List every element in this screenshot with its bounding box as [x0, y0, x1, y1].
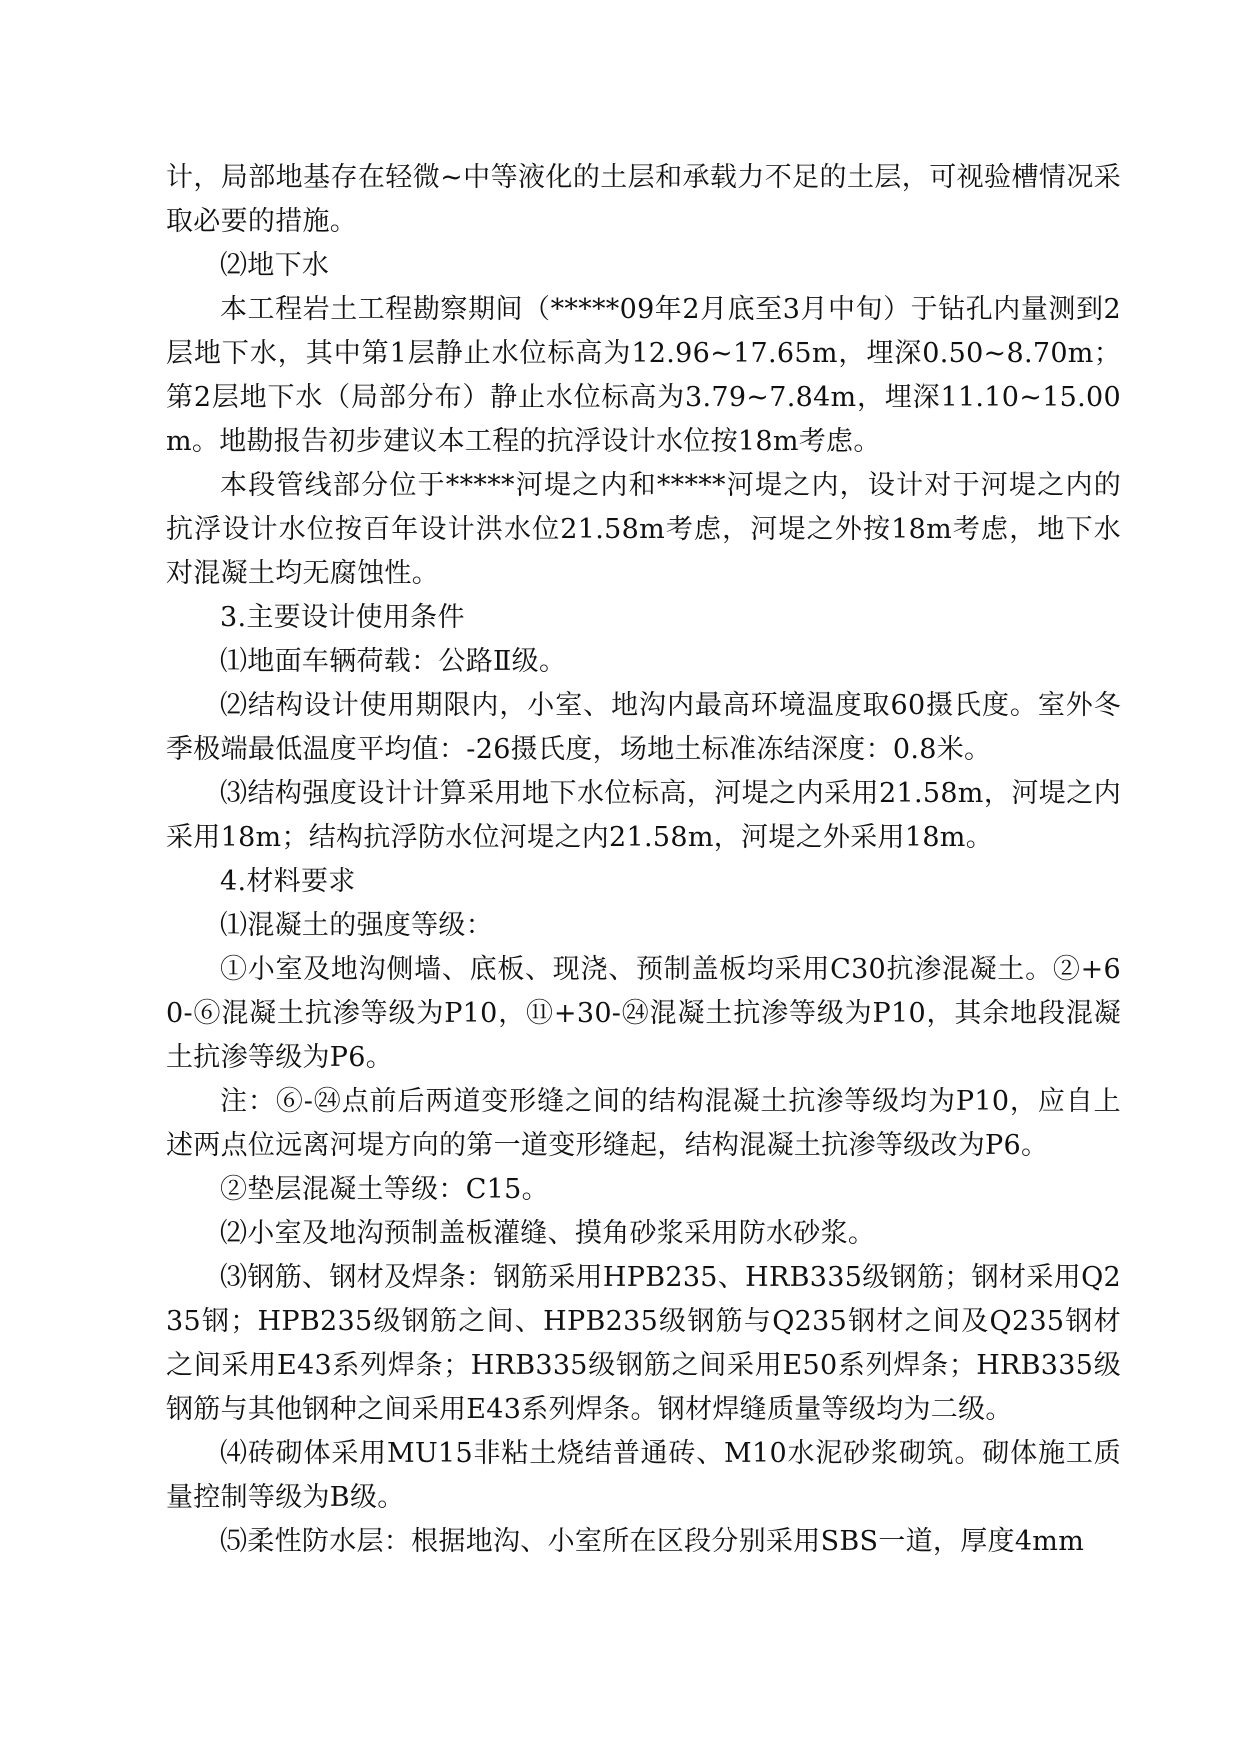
paragraph-mortar: ⑵小室及地沟预制盖板灌缝、摸角砂浆采用防水砂浆。	[220, 1218, 876, 1249]
paragraph-note: 注：⑥-㉔点前后两道变形缝之间的结构混凝土抗渗等级均为P10，应自上述两点位远离河堤方向的第一道变形缝起，结构混凝土抗渗等级改为P6。	[166, 1086, 1121, 1161]
paragraph-waterproof-layer: ⑸柔性防水层：根据地沟、小室所在区段分别采用SBS一道，厚度4mm	[220, 1526, 1085, 1557]
paragraph-steel: ⑶钢筋、钢材及焊条：钢筋采用HPB235、HRB335级钢筋；钢材采用Q235钢；HPB235级钢筋之间、HPB235级钢筋与Q235钢材之间及Q235钢材之间采用E43系列焊条；HRB335级钢筋之间采用E50系列焊条；HRB335级钢筋与其他钢种之间采用E43系列焊条。钢材焊缝质量等级均为二级。	[166, 1262, 1121, 1425]
document-body	[166, 156, 1121, 1564]
heading-groundwater: ⑵地下水	[220, 250, 330, 281]
paragraph-cushion-concrete: ②垫层混凝土等级：C15。	[220, 1174, 549, 1205]
paragraph-temperature: ⑵结构设计使用期限内，小室、地沟内最高环境温度取60摄氏度。室外冬季极端最低温度平均值：-26摄氏度，场地土标准冻结深度：0.8米。	[166, 690, 1121, 765]
paragraph-levee-water-level: 本段管线部分位于*****河堤之内和*****河堤之内，设计对于河堤之内的抗浮设计水位按百年设计洪水位21.58m考虑，河堤之外按18m考虑，地下水对混凝土均无腐蚀性。	[166, 470, 1121, 589]
paragraph-groundwater-survey: 本工程岩土工程勘察期间（*****09年2月底至3月中旬）于钻孔内量测到2层地下水，其中第1层静止水位标高为12.96~17.65m，埋深0.50~8.70m；第2层地下水（局部分布）静止水位标高为3.79~7.84m，埋深11.10~15.00m。地勘报告初步建议本工程的抗浮设计水位按18m考虑。	[166, 294, 1121, 457]
paragraph-strength-design: ⑶结构强度设计计算采用地下水位标高，河堤之内采用21.58m，河堤之内采用18m；结构抗浮防水位河堤之内21.58m，河堤之外采用18m。	[166, 778, 1121, 853]
paragraph-masonry: ⑷砖砌体采用MU15非粘土烧结普通砖、M10水泥砂浆砌筑。砌体施工质量控制等级为B级。	[166, 1438, 1121, 1513]
paragraph-vehicle-load: ⑴地面车辆荷载：公路Ⅱ级。	[220, 646, 567, 677]
heading-design-conditions: 3.主要设计使用条件	[220, 602, 465, 633]
heading-materials: 4.材料要求	[220, 866, 356, 897]
paragraph-c30-concrete: ①小室及地沟侧墙、底板、现浇、预制盖板均采用C30抗渗混凝土。②+60-⑥混凝土抗渗等级为P10，⑪+30-㉔混凝土抗渗等级为P10，其余地段混凝土抗渗等级为P6。	[166, 954, 1121, 1073]
paragraph-continuation: 计，局部地基存在轻微~中等液化的土层和承载力不足的土层，可视验槽情况采取必要的措施。	[166, 162, 1121, 237]
paragraph-concrete-grade: ⑴混凝土的强度等级：	[220, 910, 493, 941]
